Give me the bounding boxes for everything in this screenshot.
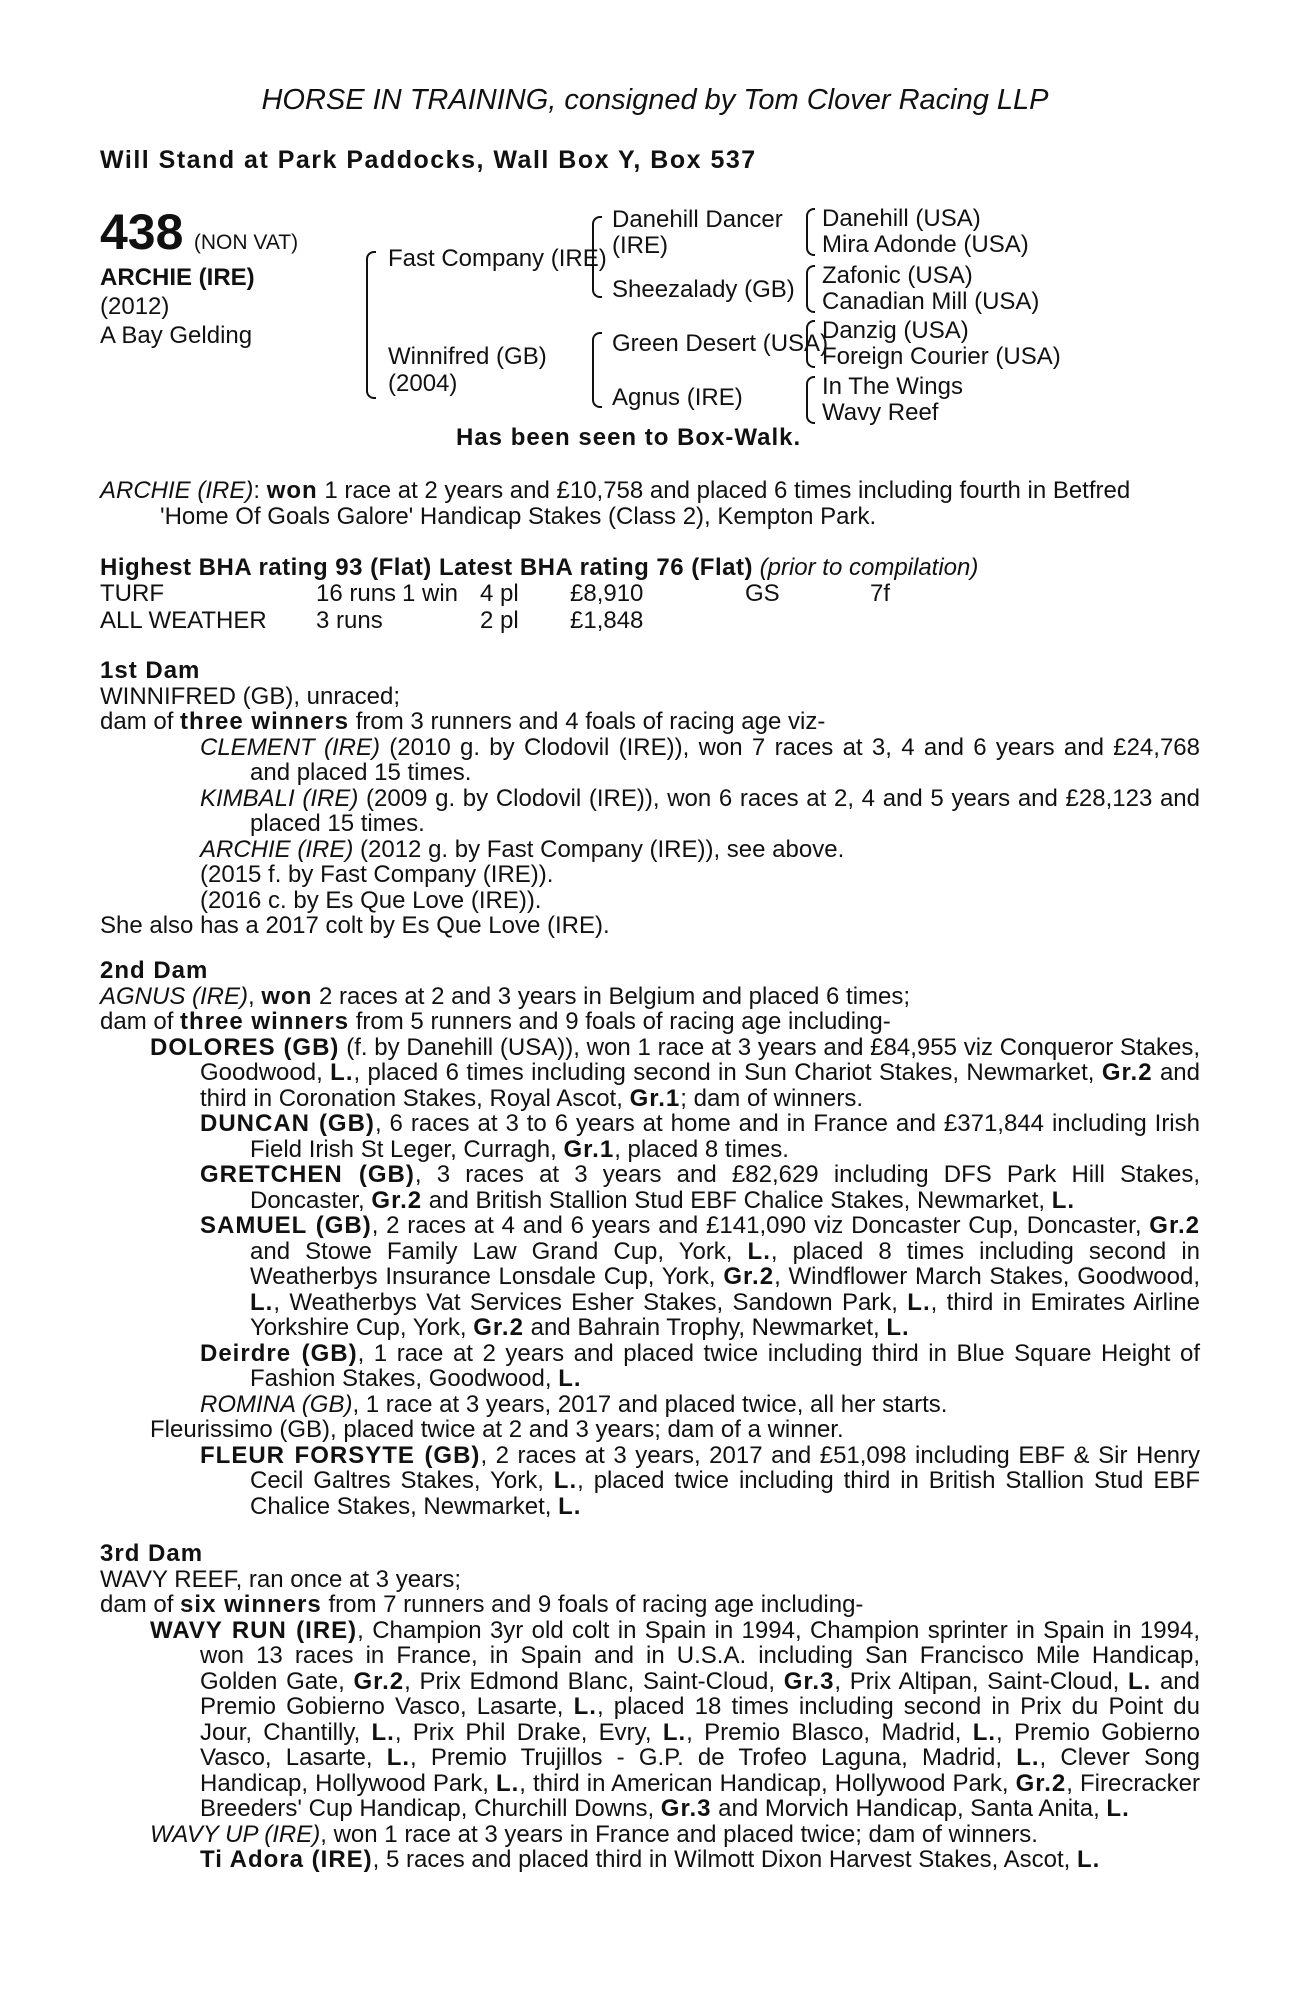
pedigree-dam-year: (2004) [388,370,458,397]
dolores-name: DOLORES (GB) [150,1033,340,1061]
third-dam-winners: six winners [180,1591,322,1618]
entry-samuel [100,1213,1200,1341]
progeny-archie-text: (2012 g. by Fast Company (IRE)), see above. [353,835,845,863]
turf-stats [100,581,1200,608]
ff-name: FLEUR FORSYTE (GB) [200,1441,481,1469]
wr-t5: , placed 18 times including second in Prix du Point du Jour, Chantilly, [200,1693,1200,1746]
wr-g7: L. [972,1718,997,1746]
sire-line-bracket [592,216,602,298]
third-dam-heading: 3rd Dam [100,1540,204,1567]
samuel-t2: and Stowe Family Law Grand Cup, York, [250,1237,748,1265]
wr-g8: L. [386,1744,411,1771]
all-weather-stats [100,608,1200,635]
entry-fleur-forsyte [100,1443,1200,1520]
progeny-kimbali: KIMBALI (IRE) [200,784,359,812]
wr-t7: , Premio Blasco, Madrid, [686,1718,973,1746]
samuel-t3: , placed 8 times including second in Weatherbys Insurance Lonsdale Cup, York, [250,1237,1201,1290]
dolores-g1: L. [330,1059,354,1086]
entry-romina [100,1392,1200,1418]
samuel-g5: L. [907,1288,931,1316]
wr-t12: , Firecracker Breeders' Cup Handicap, Churchill Downs, [200,1769,1200,1822]
second-dam-heading: 2nd Dam [100,957,209,984]
turf-distance: 7f [870,579,891,607]
pedigree-dam-dam: Agnus (IRE) [612,384,743,411]
gretchen-g1: Gr.2 [371,1186,423,1214]
wr-g13: L. [1106,1795,1130,1822]
rating-note: (prior to compilation) [759,554,979,581]
wr-g4: L. [573,1693,597,1720]
progeny-2016: (2016 c. by Es Que Love (IRE)). [200,886,542,914]
first-dam-text: dam of [100,708,181,735]
samuel-t7: and Bahrain Trophy, Newmarket, [523,1314,887,1341]
samuel-g6: Gr.2 [473,1314,524,1341]
wr-g9: L. [1016,1744,1040,1771]
dam-line-bracket [592,332,602,408]
entry-dolores [100,1035,1200,1112]
dolores-t2: , placed 6 times including second in Sun Chariot Stakes, Newmarket, [353,1059,1102,1086]
ta-t1: , 5 races and placed third in Wilmott Dixon Harvest Stakes, Ascot, [372,1846,1077,1873]
dolores-t3: and third in Coronation Stakes, Royal Ascot, [200,1059,1201,1112]
wr-t6: , Prix Phil Drake, Evry, [394,1718,663,1746]
samuel-g7: L. [886,1314,910,1341]
wr-name: WAVY RUN (IRE) [150,1616,358,1644]
dolores-g3: Gr.1 [629,1084,681,1112]
g-bracket-2 [806,265,815,313]
wu-name: WAVY UP (IRE) [150,1820,321,1848]
summary-horse-name: ARCHIE (IRE) [100,477,254,504]
first-dam-winners: three winners [180,708,350,735]
wr-g3: L. [1127,1667,1152,1695]
foaling-year: (2012) [100,293,170,320]
pedigree-g1: Danehill (USA) [822,205,981,232]
progeny-kimbali-text: (2009 g. by Clodovil (IRE)), won 6 races at 2, 4 and 5 years and £28,123 and placed 15 times. [250,784,1201,837]
wr-t11: , third in American Handicap, Hollywood Park, [519,1769,1016,1797]
dolores-g2: Gr.2 [1101,1059,1153,1086]
samuel-name: SAMUEL (GB) [200,1212,372,1239]
aw-label: ALL WEATHER [100,606,267,634]
ff-g2: L. [558,1492,582,1520]
first-dam-2017-colt: She also has a 2017 colt by Es Que Love (IRE). [100,912,610,939]
gretchen-t1: , 3 races at 3 years and £82,629 including DFS Park Hill Stakes, Doncaster, [250,1161,1201,1214]
third-dam-text-2: from 7 runners and 9 foals of racing age including- [321,1591,864,1618]
pedigree-g8: Wavy Reef [822,399,939,426]
dolores-t1: (f. by Danehill (USA)), won 1 race at 3 years and £84,955 viz Conqueror Stakes, Goodwood, [200,1033,1201,1086]
samuel-t4: , Windflower March Stakes, Goodwood, [774,1263,1200,1290]
samuel-g1: Gr.2 [1149,1212,1200,1239]
turf-earnings: £8,910 [570,579,644,607]
entry-wavy-run [100,1618,1200,1822]
entry-deirdre [100,1341,1200,1392]
ff-t1: , 2 races at 3 years, 2017 and £51,098 including EBF & Sir Henry Cecil Galtres Stakes, York, [250,1441,1201,1494]
pedigree-g5: Danzig (USA) [822,317,969,344]
pedigree-g4: Canadian Mill (USA) [822,288,1040,315]
samuel-g3: Gr.2 [723,1263,775,1290]
wr-g2: Gr.3 [783,1667,835,1695]
summary-text-2: 'Home Of Goals Galore' Handicap Stakes (Class 2), Kempton Park. [160,502,877,530]
ff-t2: , placed twice including third in British Stallion Stud EBF Chalice Stakes, Newmarket, [250,1467,1200,1520]
duncan-name: DUNCAN (GB) [200,1110,375,1137]
entry-wavy-up [100,1822,1200,1848]
aw-earnings: £1,848 [570,606,644,634]
duncan-t1: , 6 races at 3 to 6 years at home and in France and £371,844 including Irish Field Irish St Leger, Curragh, [250,1110,1200,1163]
pedigree-sire: Fast Company (IRE) [388,245,607,272]
race-summary: ARCHIE (IRE): won 1 race at 2 years and £10,758 and placed 6 times including fourth in Betfred 'Home Of Goals Galore' Handicap Stakes (Class 2), Kempton Park. [100,478,1200,529]
box-walk-note: Has been seen to Box-Walk. [456,424,802,451]
lot-number: 438 [100,204,184,260]
ta-name: Ti Adora (IRE) [200,1846,373,1873]
pedigree-sire-sire-country: (IRE) [612,232,668,259]
summary-text-1: 1 race at 2 years and £10,758 and placed 6 times including fourth in Betfred [317,477,1131,504]
wr-t1: , Champion 3yr old colt in Spain in 1994, Champion sprinter in Spain in 1994, won 13 races in France, in Spain and in U.S.A. including San Francisco Mile Handicap, Golden Gate, [200,1616,1200,1695]
turf-label: TURF [100,579,164,607]
samuel-g4: L. [250,1288,274,1316]
sep: , [248,982,262,1010]
wr-t9: , Premio Trujillos - G.P. de Trofeo Laguna, Madrid, [410,1744,1017,1771]
ta-g1: L. [1076,1846,1101,1873]
samuel-t1: , 2 races at 4 and 6 years and £141,090 viz Doncaster Cup, Doncaster, [371,1212,1150,1239]
second-dam-won: won [261,982,313,1010]
third-dam-text: dam of [100,1591,181,1618]
turf-going: GS [745,579,780,607]
samuel-g2: L. [747,1237,771,1265]
pedigree-g3: Zafonic (USA) [822,262,973,289]
wr-g1: Gr.2 [353,1667,405,1695]
horse-name: ARCHIE (IRE) [100,264,255,291]
lot-info [100,204,298,350]
wr-t10: , Clever Song Handicap, Hollywood Park, [200,1744,1200,1797]
entry-gretchen [100,1162,1200,1213]
consignor-title: HORSE IN TRAINING, consigned by Tom Clover Racing LLP [261,84,1049,116]
wr-g5: L. [371,1718,395,1746]
pedigree-g6: Foreign Courier (USA) [822,343,1061,370]
second-dam-text-2: from 5 runners and 9 foals of racing age including- [349,1008,891,1035]
g-bracket-1 [806,208,815,256]
samuel-t5: , Weatherbys Vat Services Esher Stakes, Sandown Park, [273,1288,908,1316]
pedigree-sire-sire: Danehill Dancer [612,206,783,233]
second-dam-section [100,958,1200,1519]
second-dam-text: dam of [100,1008,181,1035]
progeny-clement-text: (2010 g. by Clodovil (IRE)), won 7 races at 3, 4 and 6 years and £24,768 and placed 15 times. [250,733,1200,786]
turf-runs: 16 runs [316,579,397,607]
sire-dam-bracket [366,251,376,399]
g-bracket-3 [806,320,815,368]
turf-wins: 1 win [402,579,459,607]
stand-location: Will Stand at Park Paddocks, Wall Box Y, Box 537 [100,146,757,174]
first-dam-heading: 1st Dam [100,657,201,684]
wr-g12: Gr.3 [660,1795,712,1822]
progeny-archie: ARCHIE (IRE) [200,835,354,863]
romina-name: ROMINA (GB) [200,1390,353,1418]
duncan-t2: , placed 8 times. [614,1135,789,1163]
third-dam-line: WAVY REEF, ran once at 3 years; [100,1565,462,1593]
g-bracket-4 [806,376,815,424]
deirdre-name: Deirdre (GB) [200,1339,358,1367]
deirdre-t1: , 1 race at 2 years and placed twice including third in Blue Square Height of Fashion Stakes, Goodwood, [250,1339,1201,1392]
ff-g1: L. [553,1467,578,1494]
deirdre-g1: L. [558,1365,582,1392]
first-dam-line: WINNIFRED (GB), unraced; [100,682,401,710]
turf-placed: 4 pl [480,579,519,607]
summary-won: won [266,477,318,504]
aw-placed: 2 pl [480,606,519,634]
pedigree-dam-sire: Green Desert (USA) [612,330,829,357]
gretchen-g2: L. [1051,1186,1076,1214]
wr-g6: L. [662,1718,687,1746]
entry-fleurissimo: Fleurissimo (GB), placed twice at 2 and 3 years; dam of a winner. [150,1416,844,1443]
entry-duncan [100,1111,1200,1162]
first-dam-section [100,658,1200,939]
gretchen-t2: and British Stallion Stud EBF Chalice Stakes, Newmarket, [422,1186,1052,1214]
aw-runs: 3 runs [316,606,383,634]
wu-t1: , won 1 race at 3 years in France and placed twice; dam of winners. [320,1820,1038,1848]
first-dam-text-2: from 3 runners and 4 foals of racing age viz- [349,708,826,735]
bha-rating: Highest BHA rating 93 (Flat) Latest BHA rating 76 (Flat) [100,554,753,581]
wr-t13: and Morvich Handicap, Santa Anita, [711,1795,1107,1822]
wr-t2: , Prix Edmond Blanc, Saint-Cloud, [404,1667,784,1695]
wr-t4: and Premio Gobierno Vasco, Lasarte, [200,1667,1200,1720]
samuel-t6: , third in Emirates Airline Yorkshire Cup, York, [250,1288,1201,1341]
second-dam-record: 2 races at 2 and 3 years in Belgium and placed 6 times; [312,982,911,1010]
pedigree-g7: In The Wings [822,373,963,400]
horse-description: A Bay Gelding [100,322,253,349]
second-dam-name: AGNUS (IRE) [100,982,249,1010]
third-dam-section [100,1541,1200,1873]
gretchen-name: GRETCHEN (GB) [200,1161,415,1188]
second-dam-winners: three winners [180,1008,350,1035]
duncan-g1: Gr.1 [563,1135,615,1163]
wr-t3: , Prix Altipan, Saint-Cloud, [834,1667,1128,1695]
wr-t8: , Premio Gobierno Vasco, Lasarte, [200,1718,1200,1771]
progeny-2015: (2015 f. by Fast Company (IRE)). [200,861,554,888]
pedigree-sire-dam: Sheezalady (GB) [612,276,795,303]
vat-status: (NON VAT) [193,231,299,254]
pedigree-g2: Mira Adonde (USA) [822,231,1029,258]
wr-g10: L. [495,1769,520,1797]
entry-ti-adora [100,1847,1200,1873]
ratings-block [100,555,1200,635]
wr-g11: Gr.2 [1015,1769,1067,1797]
dolores-t4: ; dam of winners. [680,1084,864,1112]
pedigree-dam: Winnifred (GB) [388,343,547,370]
progeny-clement: CLEMENT (IRE) [200,733,380,761]
romina-t1: , 1 race at 3 years, 2017 and placed twice, all her starts. [352,1390,948,1418]
